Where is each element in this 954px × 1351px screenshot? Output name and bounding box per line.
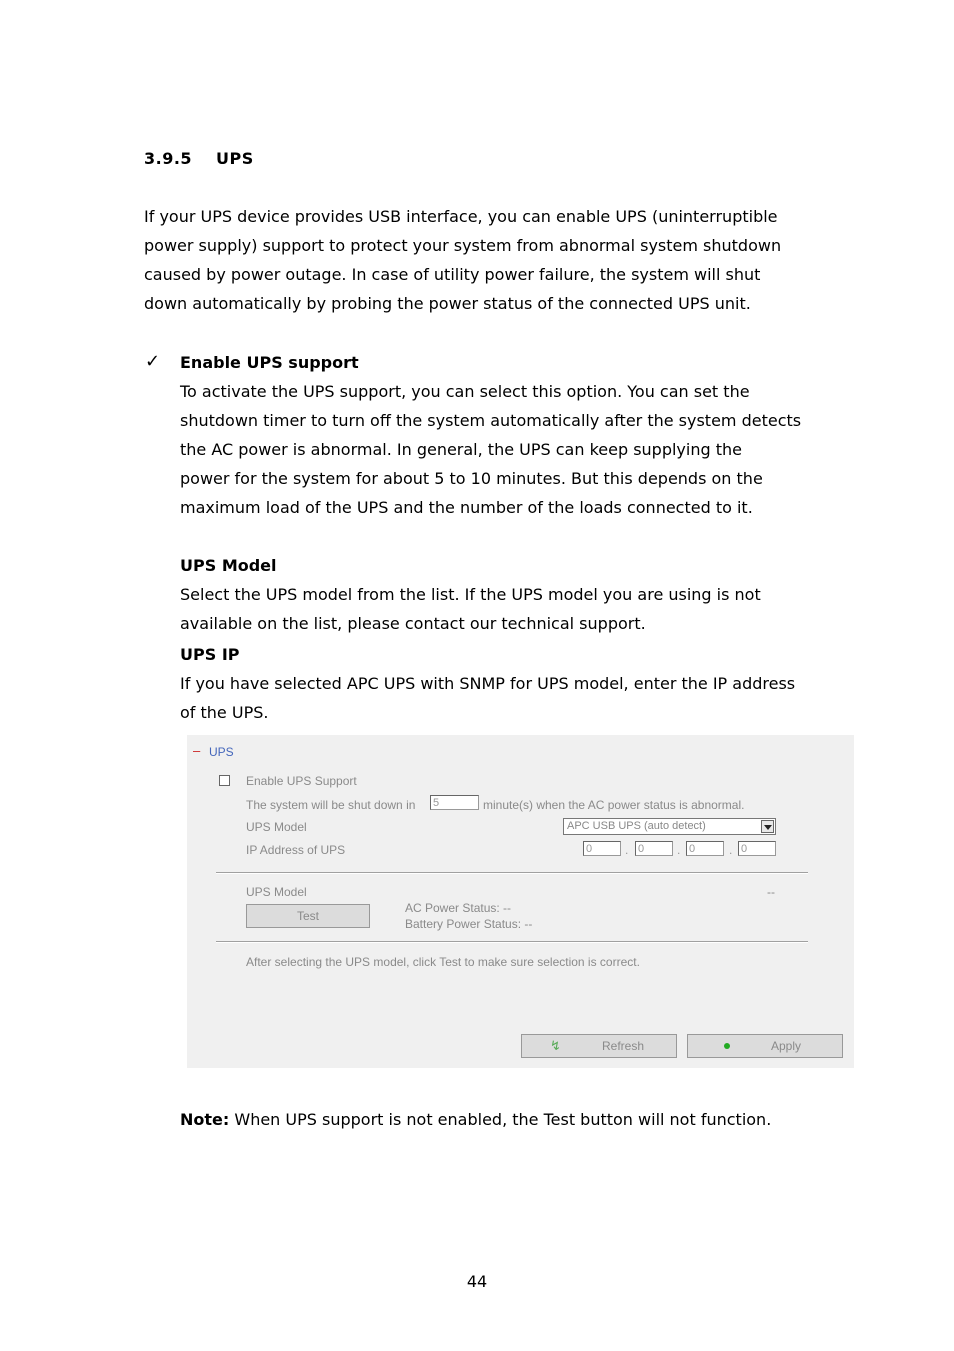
ip-separator: . [625, 843, 629, 857]
battery-power-status: Battery Power Status: -- [405, 917, 533, 931]
enable-ups-label: Enable UPS Support [246, 774, 357, 788]
apply-button[interactable] [687, 1034, 843, 1058]
test-button[interactable]: Test [246, 904, 370, 928]
divider [216, 872, 808, 874]
apply-label: Apply [771, 1039, 802, 1053]
apply-icon [724, 1043, 730, 1049]
status-model-value: -- [767, 885, 775, 899]
divider [216, 941, 808, 943]
shutdown-minutes-input[interactable]: 5 [430, 795, 479, 810]
note-text: When UPS support is not enabled, the Test button will not function. [229, 1110, 772, 1129]
intro-line: caused by power outage. In case of utility power failure, the system will shut [144, 265, 761, 284]
ip-separator: . [677, 843, 681, 857]
shutdown-prefix-label: The system will be shut down in [246, 798, 416, 812]
intro-line: power supply) support to protect your system from abnormal system shutdown [144, 236, 782, 255]
ups-model-selected: APC USB UPS (auto detect) [567, 820, 706, 832]
ip-separator: . [729, 843, 733, 857]
model-section [180, 551, 830, 638]
enable-title: Enable UPS support [180, 353, 359, 372]
note-label: Note: [180, 1110, 230, 1129]
shutdown-suffix-label: minute(s) when the AC power status is abnormal. [483, 798, 745, 812]
chevron-down-icon[interactable] [761, 820, 774, 833]
model-line: available on the list, please contact our technical support. [180, 614, 646, 633]
enable-line: the AC power is abnormal. In general, the UPS can keep supplying the [180, 440, 742, 459]
ip-octet-4-input[interactable]: 0 [738, 841, 776, 856]
enable-line: maximum load of the UPS and the number of the loads connected to it. [180, 498, 753, 517]
enable-line: To activate the UPS support, you can select this option. You can set the [180, 382, 750, 401]
ip-octet-2-input[interactable]: 0 [635, 841, 673, 856]
intro-paragraph [144, 202, 834, 318]
ups-model-label: UPS Model [246, 820, 307, 834]
panel-title[interactable]: UPS [209, 745, 234, 759]
checkmark-icon: ✓ [145, 351, 161, 372]
refresh-label: Refresh [602, 1039, 645, 1053]
model-line: Select the UPS model from the list. If the UPS model you are using is not [180, 585, 761, 604]
ac-power-status: AC Power Status: -- [405, 901, 512, 915]
section-heading [144, 149, 254, 168]
enable-line: power for the system for about 5 to 10 minutes. But this depends on the [180, 469, 763, 488]
ups-model-select[interactable] [563, 818, 776, 835]
section-title: UPS [216, 149, 254, 168]
ip-section [180, 640, 830, 727]
section-number: 3.9.5 [144, 149, 193, 168]
ip-line: of the UPS. [180, 703, 269, 722]
model-title: UPS Model [180, 556, 277, 575]
ups-settings-panel [187, 735, 854, 1068]
intro-line: down automatically by probing the power status of the connected UPS unit. [144, 294, 751, 313]
enable-ups-checkbox[interactable] [219, 775, 230, 786]
enable-line: shutdown timer to turn off the system automatically after the system detects [180, 411, 802, 430]
intro-line: If your UPS device provides USB interface, you can enable UPS (uninterruptible [144, 207, 778, 226]
status-model-label: UPS Model [246, 885, 307, 899]
ip-address-label: IP Address of UPS [246, 843, 346, 857]
ip-line: If you have selected APC UPS with SNMP for UPS model, enter the IP address [180, 674, 796, 693]
refresh-button[interactable] [521, 1034, 677, 1058]
ip-title: UPS IP [180, 645, 240, 664]
refresh-icon: ↯ [550, 1038, 561, 1053]
ip-octet-1-input[interactable]: 0 [583, 841, 621, 856]
note-paragraph [180, 1105, 880, 1134]
enable-section [180, 348, 830, 522]
page-number: 44 [466, 1272, 488, 1291]
hint-text: After selecting the UPS model, click Test to make sure selection is correct. [246, 955, 640, 969]
collapse-icon[interactable]: – [193, 743, 201, 758]
ip-octet-3-input[interactable]: 0 [686, 841, 724, 856]
